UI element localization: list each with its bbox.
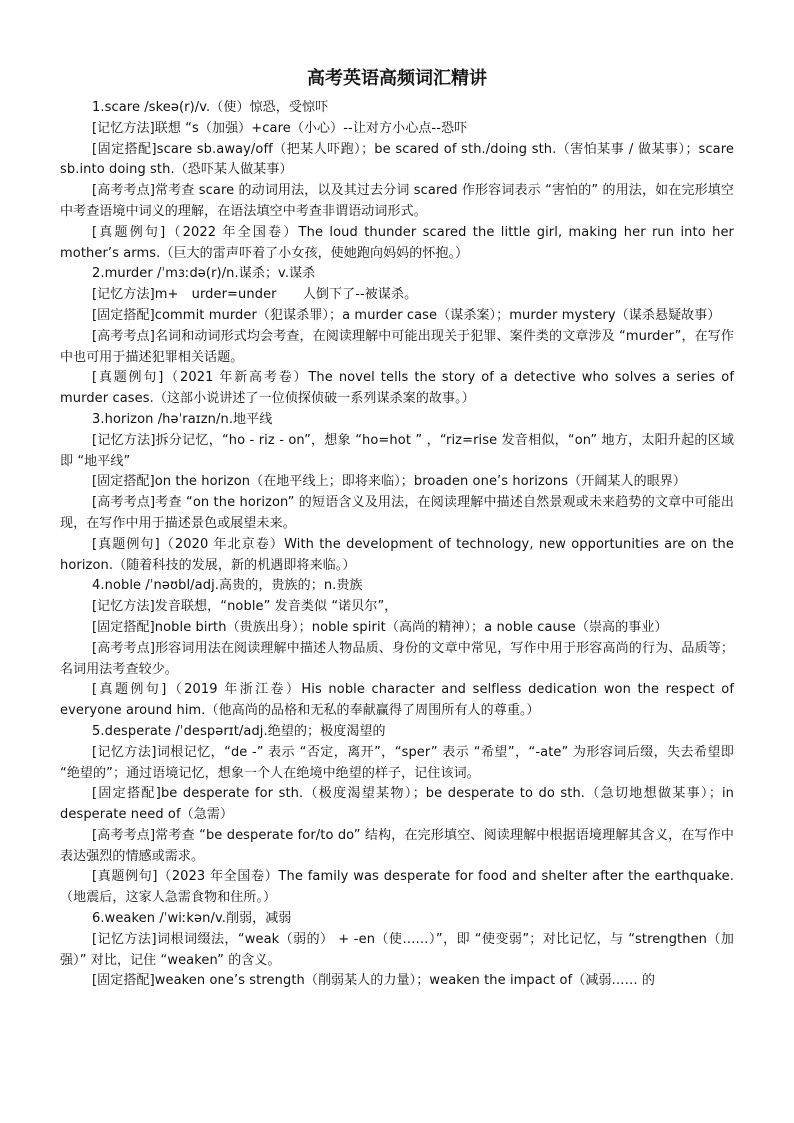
entry-2-exam-points: [高考考点]名词和动词形式均会考查，在阅读理解中可能出现关于犯罪、案件类的文章涉及 “murder”，在写作中也可用于描述犯罪相关话题。	[60, 328, 734, 365]
entry-5-exam-points: [高考考点]常考查 “be desperate for/to do” 结构，在完形填空、阅读理解中根据语境理解其含义，在写作中表达强烈的情感或需求。	[60, 827, 734, 864]
entry-1-collocations: [固定搭配]scare sb.away/off（把某人吓跑）；be scared of sth./doing sth.（害怕某事 / 做某事）；scare sb.into doing sth.（恐吓某人做某事）	[60, 141, 734, 178]
entry-3-example-sentence: [真题例句]（2020 年北京卷）With the development of technology, new opportunities are on the horizon.（随着科技的发展，新的机遇即将来临。）	[60, 536, 734, 573]
entry-1-example-sentence: [真题例句]（2022 年全国卷）The loud thunder scared the little girl, making her run into her mother’s arms.（巨大的雷声吓着了小女孩，使她跑向妈妈的怀抱。）	[60, 224, 734, 261]
entry-5-example-sentence: [真题例句]（2023 年全国卷）The family was desperate for food and shelter after the earthquake.（地震后，这家人急需食物和住所。）	[60, 869, 734, 906]
entry-5-memory-method: [记忆方法]词根记忆，“de -” 表示 “否定，离开”，“sper” 表示 “希望”，“-ate” 为形容词后缀，失去希望即 “绝望的”；通过语境记忆，想象一个人在绝境中绝望的样子，记住该词。	[60, 744, 734, 781]
entry-2-collocations: [固定搭配]commit murder（犯谋杀罪）；a murder case（谋杀案）；murder mystery（谋杀悬疑故事）	[92, 307, 721, 323]
entry-5-headword: 5.desperate /ˈdespərɪt/adj.绝望的；极度渴望的	[92, 723, 386, 739]
entry-3-memory-method: [记忆方法]拆分记忆，“ho - riz - on”，想象 “ho=hot ” ，“riz=rise 发音相似，“on” 地方，太阳升起的区域即 “地平线”	[60, 432, 734, 469]
entry-6-headword: 6.weaken /ˈwiːkən/v.削弱，减弱	[92, 911, 292, 927]
entry-4-headword: 4.noble /ˈnəʊbl/adj.高贵的，贵族的；n.贵族	[92, 578, 363, 594]
entry-4-exam-points: [高考考点]形容词用法在阅读理解中描述人物品质、身份的文章中常见，写作中用于形容高尚的行为、品质等；名词用法考查较少。	[60, 640, 734, 677]
entry-3-headword: 3.horizon /həˈraɪzn/n.地平线	[92, 411, 273, 427]
entry-6-memory-method: [记忆方法]词根词缀法，“weak（弱的） + -en（使……）”，即 “使变弱”；对比记忆，与 “strengthen（加强）” 对比，记住 “weaken” 的含义。	[60, 931, 734, 968]
entry-5-collocations: [固定搭配]be desperate for sth.（极度渴望某物）；be desperate to do sth.（急切地想做某事）；in desperate need of（急需）	[60, 786, 734, 823]
entry-3-exam-points: [高考考点]考查 “on the horizon” 的短语含义及用法，在阅读理解中描述自然景观或未来趋势的文章中可能出现，在写作中用于描述景色或展望未来。	[60, 495, 734, 531]
page-title: 高考英语高频词汇精讲	[307, 68, 487, 89]
entry-2-memory-method: [记忆方法]m+ urder=under 人倒下了--被谋杀。	[92, 287, 418, 303]
entry-1-headword: 1.scare /skeə(r)/v.（使）惊恐，受惊吓	[92, 100, 329, 115]
entry-1-exam-points: [高考考点]常考查 scare 的动词用法，以及其过去分词 scared 作形容词表示 “害怕的” 的用法，如在完形填空中考查语境中词义的理解，在语法填空中考查非谓语动词形式。	[60, 183, 734, 219]
entry-4-example-sentence: [真题例句]（2019 年浙江卷）His noble character and selfless dedication won the respect of everyone around him.（他高尚的品格和无私的奉献赢得了周围所有人的尊重。）	[60, 682, 734, 719]
entry-4-memory-method: [记忆方法]发音联想，“noble” 发音类似 “诺贝尔”，	[92, 599, 398, 615]
entry-4-collocations: [固定搭配]noble birth（贵族出身）；noble spirit（高尚的精神）；a noble cause（崇高的事业）	[92, 619, 668, 635]
entry-2-headword: 2.murder /ˈmɜːdə(r)/n.谋杀；v.谋杀	[92, 266, 316, 282]
entry-6-collocations: [固定搭配]weaken one’s strength（削弱某人的力量）；weaken the impact of（减弱…… 的	[92, 973, 656, 989]
entry-3-collocations: [固定搭配]on the horizon（在地平线上；即将来临）；broaden one’s horizons（开阔某人的眼界）	[92, 474, 687, 490]
document-body	[60, 98, 734, 992]
entry-1-memory-method: [记忆方法]联想 “s（加强）+care（小心）--让对方小心点--恐吓	[92, 120, 468, 136]
entry-2-example-sentence: [真题例句]（2021 年新高考卷）The novel tells the story of a detective who solves a series of murder cases.（这部小说讲述了一位侦探侦破一系列谋杀案的故事。）	[60, 370, 734, 407]
